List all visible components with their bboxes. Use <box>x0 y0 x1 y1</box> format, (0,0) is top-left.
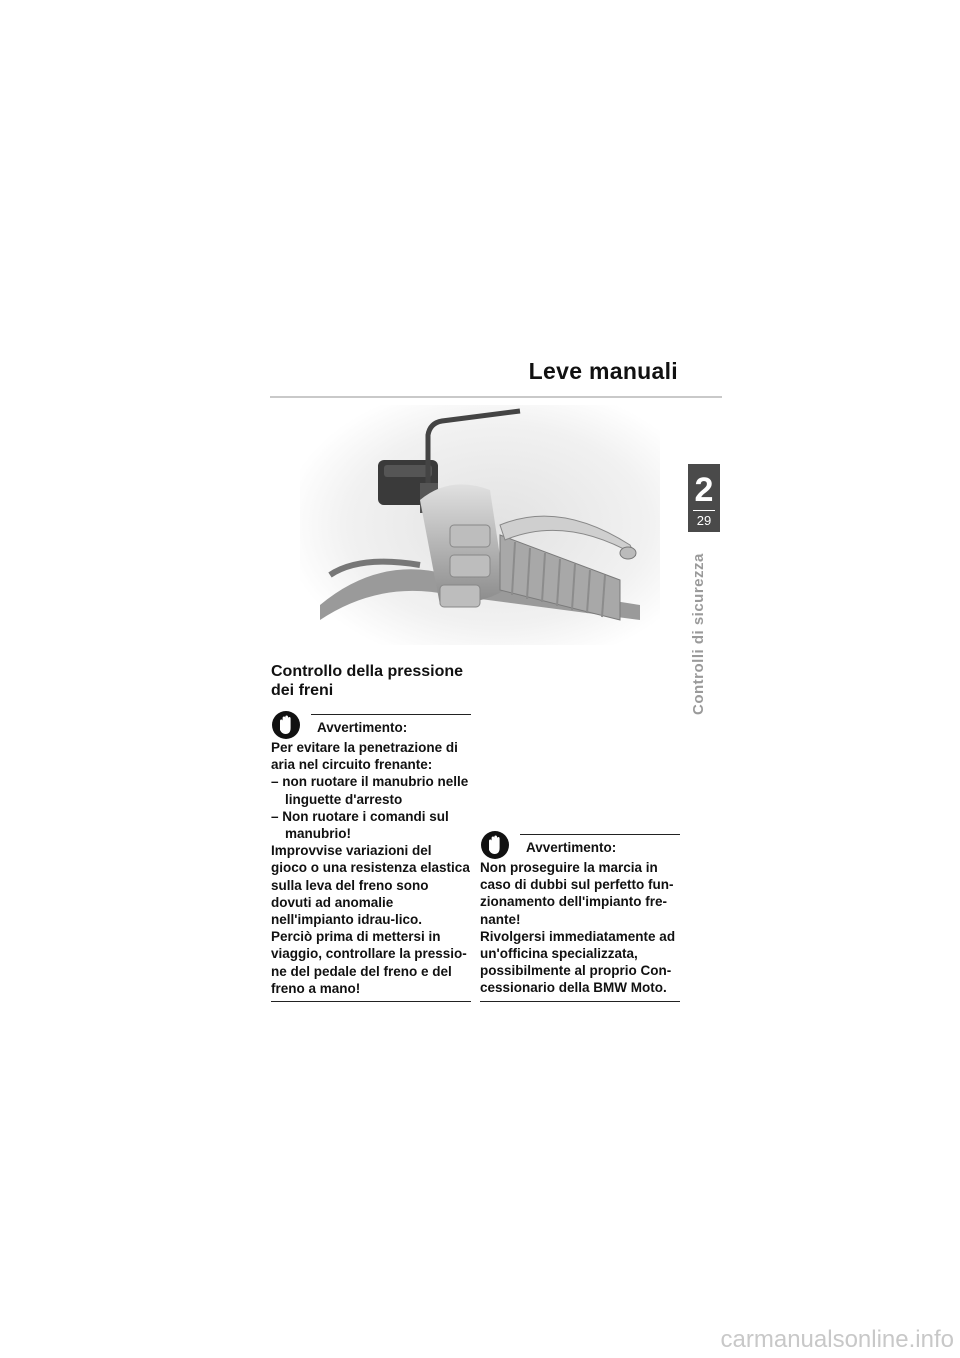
warning-title: Avvertimento: <box>317 720 408 735</box>
chapter-separator <box>693 510 715 511</box>
page-title: Leve manuali <box>528 358 678 384</box>
warning-top-rule <box>311 714 471 715</box>
warning-bottom-rule <box>271 1001 471 1002</box>
page-number: 29 <box>696 513 712 528</box>
chapter-number: 2 <box>694 471 714 509</box>
stop-hand-icon <box>271 710 301 740</box>
warning-top-rule <box>520 834 680 835</box>
handlebar-lever-photo <box>300 405 660 645</box>
warning-body <box>480 859 680 997</box>
warning-box-left <box>271 714 471 1002</box>
warning-box-right <box>480 834 680 1002</box>
warning-intro: Per evitare la penetrazione di aria nel circuito frenante: <box>271 740 458 773</box>
stop-hand-icon <box>480 830 510 860</box>
warning-title: Avvertimento: <box>526 840 617 855</box>
list-item: – non ruotare il manubrio nelle linguette d'arresto <box>271 773 471 807</box>
footer-watermark-url[interactable]: carmanualsonline.info <box>720 1326 954 1353</box>
warning-bottom-rule <box>480 1001 680 1002</box>
list-item: – Non ruotare i comandi sul manubrio! <box>271 808 471 842</box>
section-heading: Controllo della pressione dei freni <box>271 663 464 699</box>
warning-paragraph: Improvvise variazioni del gioco o una resistenza elastica sulla leva del freno sono dovuti ad anomalie nell'impianto idrau-lico. <box>271 843 470 928</box>
chapter-tab <box>688 464 720 532</box>
header-divider <box>270 396 722 398</box>
warning-paragraph: Perciò prima di mettersi in viaggio, controllare la pressio-ne del pedale del freno e del freno a mano! <box>271 929 467 996</box>
warning-list <box>271 773 471 842</box>
warning-body <box>271 739 471 997</box>
warning-paragraph: Non proseguire la marcia in caso di dubbi sul perfetto fun-zionamento dell'impianto fre-nante! <box>480 860 674 927</box>
chapter-side-label: Controlli di sicurezza <box>690 553 707 715</box>
warning-paragraph: Rivolgersi immediatamente ad un'officina specializzata, possibilmente al proprio Con-cessionario della BMW Moto. <box>480 928 676 996</box>
